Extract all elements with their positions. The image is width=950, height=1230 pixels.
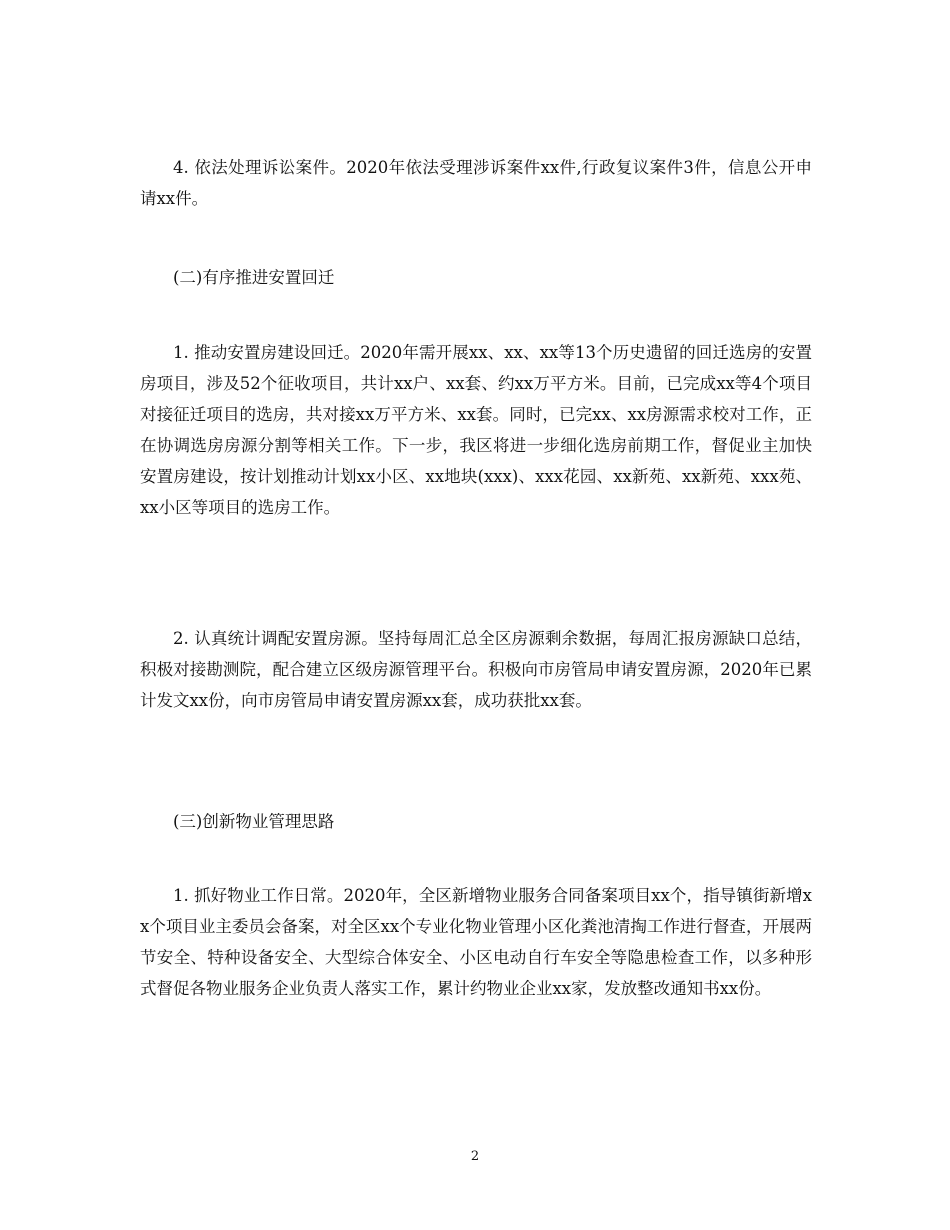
- paragraph-resettlement-housing-construction: 1. 推动安置房建设回迁。2020年需开展xx、xx、xx等13个历史遗留的回迁选房的安置房项目，涉及52个征收项目，共计xx户、xx套、约xx万平方米。目前，已完成xx等4个项目对接征迁项目的选房，共对接xx万平方米、xx套。同时，已完xx、xx房源需求校对工作，正在协调选房房源分割等相关工作。下一步，我区将进一步细化选房前期工作，督促业主加快安置房建设，按计划推动计划xx小区、xx地块(xxx)、xxx花园、xx新苑、xx新苑、xxx苑、xx小区等项目的选房工作。: [140, 343, 812, 517]
- paragraph-litigation-cases: 4. 依法处理诉讼案件。2020年依法受理涉诉案件xx件,行政复议案件3件，信息公开申请xx件。: [140, 158, 812, 208]
- page-number: 2: [470, 1149, 480, 1164]
- paragraph-housing-allocation-statistics: 2. 认真统计调配安置房源。坚持每周汇总全区房源剩余数据，每周汇报房源缺口总结，积极对接勘测院，配合建立区级房源管理平台。积极向市房管局申请安置房源，2020年已累计发文xx份，向市房管局申请安置房源xx套，成功获批xx套。: [140, 629, 812, 710]
- paragraph-property-daily-work: 1. 抓好物业工作日常。2020年，全区新增物业服务合同备案项目xx个，指导镇街新增xx个项目业主委员会备案，对全区xx个专业化物业管理小区化粪池清掏工作进行督查，开展两节安全、特种设备安全、大型综合体安全、小区电动自行车安全等隐患检查工作，以多种形式督促各物业服务企业负责人落实工作，累计约物业企业xx家，发放整改通知书xx份。: [140, 886, 812, 998]
- section-heading-resettlement: (二)有序推进安置回迁: [173, 268, 335, 287]
- section-heading-property-management: (三)创新物业管理思路: [173, 812, 335, 831]
